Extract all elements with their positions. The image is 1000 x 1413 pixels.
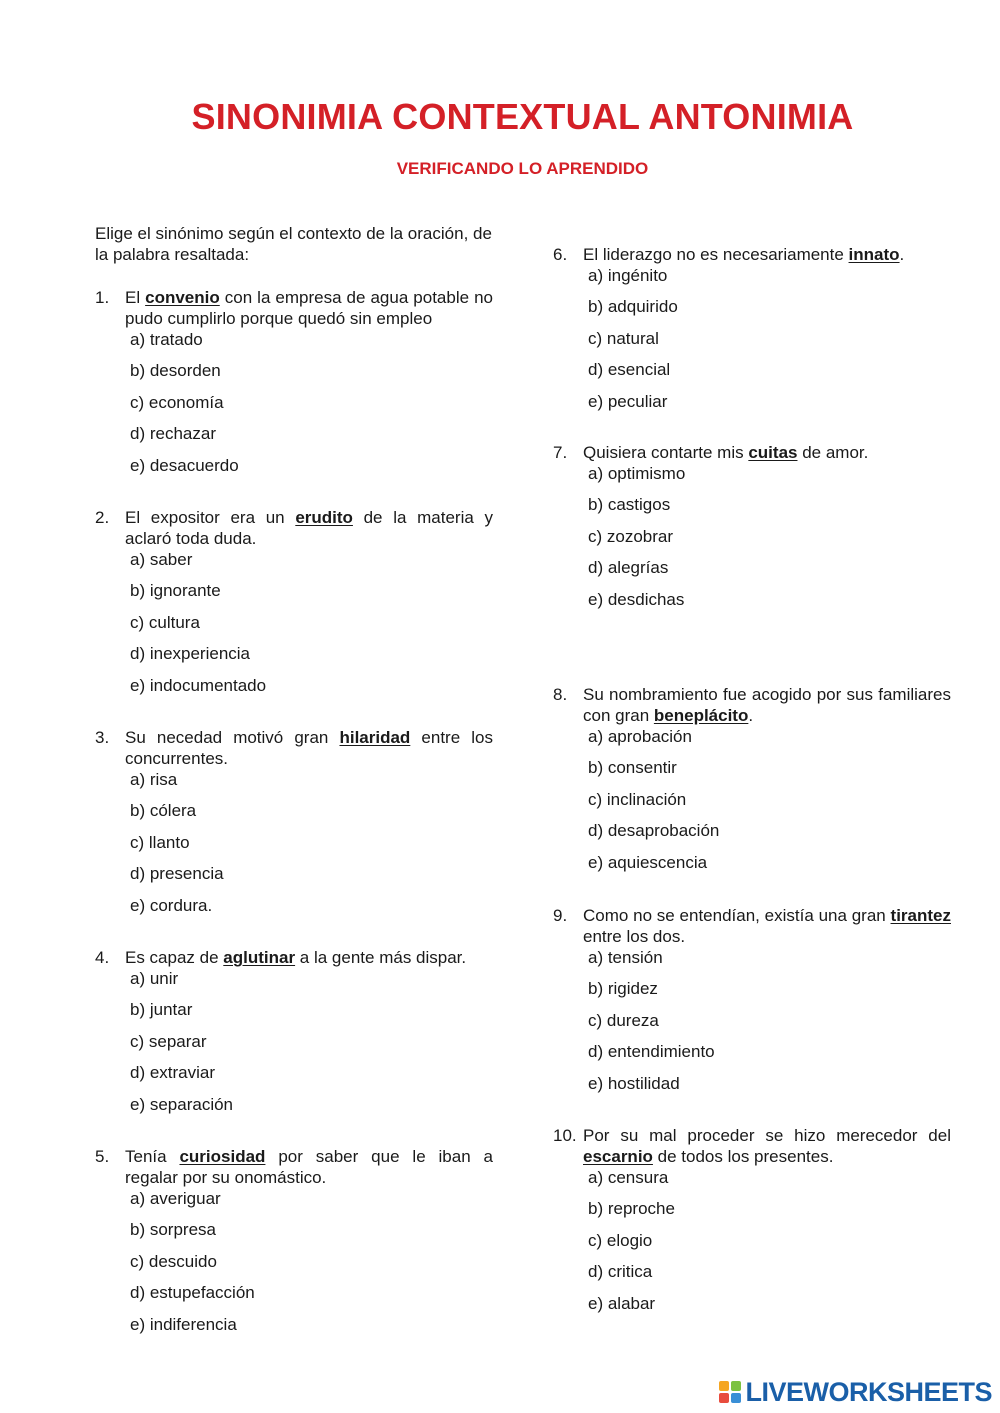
option-b[interactable]: b) desorden — [130, 361, 221, 381]
question-number: 3. — [95, 728, 110, 747]
question-4 — [95, 947, 493, 1125]
question-6 — [553, 244, 951, 422]
option-e[interactable]: e) cordura. — [130, 895, 213, 915]
question-5 — [95, 1146, 493, 1345]
option-a[interactable]: a) unir — [130, 969, 179, 988]
question-text: Por su mal proceder se hizo merecedor del escarnio de todos los presentes. — [583, 1126, 951, 1166]
highlighted-word: curiosidad — [179, 1147, 266, 1166]
question-text: Tenía curiosidad por saber que le iban a regalar por su onomástico. — [125, 1147, 493, 1187]
option-b[interactable]: b) cólera — [130, 801, 197, 821]
option-d[interactable]: d) estupefacción — [130, 1283, 255, 1303]
highlighted-word: beneplácito — [653, 706, 749, 725]
option-c[interactable]: c) dureza — [588, 1010, 659, 1030]
question-8 — [553, 684, 951, 883]
question-text: El expositor era un erudito de la materia y aclaró toda duda. — [125, 508, 493, 548]
option-a[interactable]: a) tratado — [130, 330, 203, 349]
option-e[interactable]: e) desacuerdo — [130, 455, 239, 475]
question-7 — [553, 442, 951, 620]
option-d[interactable]: d) rechazar — [130, 424, 216, 444]
options-list — [95, 769, 493, 926]
question-3 — [95, 727, 493, 926]
liveworksheets-logo[interactable] — [719, 1377, 992, 1407]
option-e[interactable]: e) desdichas — [588, 589, 685, 609]
option-b[interactable]: b) reproche — [588, 1199, 675, 1219]
option-a[interactable]: a) aprobación — [588, 727, 692, 746]
options-list — [95, 968, 493, 1125]
option-c[interactable]: c) cultura — [130, 612, 200, 632]
logo-icon — [719, 1381, 741, 1403]
options-list — [95, 329, 493, 486]
question-text: Como no se entendían, existía una gran tirantez entre los dos. — [583, 906, 951, 946]
option-b[interactable]: b) consentir — [588, 758, 677, 778]
option-d[interactable]: d) desaprobación — [588, 821, 720, 841]
options-list — [553, 1167, 951, 1324]
highlighted-word: convenio — [145, 288, 220, 307]
option-c[interactable]: c) zozobrar — [588, 526, 674, 546]
option-d[interactable]: d) critica — [588, 1262, 653, 1282]
option-e[interactable]: e) aquiescencia — [588, 852, 708, 872]
question-number: 2. — [95, 508, 110, 527]
option-b[interactable]: b) sorpresa — [130, 1220, 216, 1240]
option-d[interactable]: d) inexperiencia — [130, 644, 251, 664]
question-number: 4. — [95, 948, 110, 967]
option-e[interactable]: e) indocumentado — [130, 675, 267, 695]
highlighted-word: tirantez — [890, 906, 951, 925]
option-c[interactable]: c) elogio — [588, 1230, 653, 1250]
option-d[interactable]: d) extraviar — [130, 1063, 216, 1083]
option-a[interactable]: a) averiguar — [130, 1189, 221, 1208]
question-9 — [553, 905, 951, 1104]
option-b[interactable]: b) adquirido — [588, 297, 678, 317]
option-d[interactable]: d) alegrías — [588, 558, 669, 578]
question-number: 5. — [95, 1147, 110, 1166]
question-text: El liderazgo no es necesariamente innato. — [583, 245, 905, 264]
question-number: 6. — [553, 245, 568, 264]
options-list — [553, 463, 951, 620]
option-e[interactable]: e) alabar — [588, 1293, 656, 1313]
option-d[interactable]: d) presencia — [130, 864, 224, 884]
option-a[interactable]: a) censura — [588, 1168, 669, 1187]
option-a[interactable]: a) ingénito — [588, 266, 668, 285]
options-list — [553, 726, 951, 883]
question-text: Su nombramiento fue acogido por sus familiares con gran beneplácito. — [583, 685, 951, 725]
highlighted-word: hilaridad — [339, 728, 411, 747]
question-number: 9. — [553, 906, 568, 925]
option-a[interactable]: a) risa — [130, 770, 178, 789]
option-e[interactable]: e) hostilidad — [588, 1073, 680, 1093]
question-1 — [95, 287, 493, 486]
option-b[interactable]: b) juntar — [130, 1000, 193, 1020]
option-b[interactable]: b) castigos — [588, 495, 671, 515]
question-number: 10. — [553, 1126, 577, 1145]
highlighted-word: erudito — [295, 508, 353, 527]
question-number: 7. — [553, 443, 568, 462]
highlighted-word: aglutinar — [223, 948, 296, 967]
page-title: SINONIMIA CONTEXTUAL ANTONIMIA — [191, 96, 854, 137]
option-c[interactable]: c) llanto — [130, 832, 190, 852]
options-list — [95, 549, 493, 706]
highlighted-word: innato — [848, 245, 900, 264]
option-c[interactable]: c) separar — [130, 1031, 207, 1051]
option-a[interactable]: a) optimismo — [588, 464, 686, 483]
instructions: Elige el sinónimo según el contexto de la oración, de la palabra resaltada: — [95, 224, 492, 264]
question-text: Su necedad motivó gran hilaridad entre los concurrentes. — [125, 728, 493, 768]
question-text: Quisiera contarte mis cuitas de amor. — [583, 443, 869, 462]
option-a[interactable]: a) tensión — [588, 948, 663, 967]
option-b[interactable]: b) ignorante — [130, 581, 221, 601]
option-c[interactable]: c) natural — [588, 328, 659, 348]
highlighted-word: cuitas — [748, 443, 798, 462]
option-a[interactable]: a) saber — [130, 550, 193, 569]
option-d[interactable]: d) entendimiento — [588, 1042, 715, 1062]
option-e[interactable]: e) indiferencia — [130, 1314, 237, 1334]
question-text: Es capaz de aglutinar a la gente más dispar. — [125, 948, 467, 967]
question-number: 1. — [95, 288, 110, 307]
question-10 — [553, 1125, 951, 1324]
options-list — [553, 947, 951, 1104]
highlighted-word: escarnio — [583, 1147, 653, 1166]
option-d[interactable]: d) esencial — [588, 360, 671, 380]
page-subtitle: VERIFICANDO LO APRENDIDO — [396, 159, 649, 178]
option-c[interactable]: c) inclinación — [588, 789, 687, 809]
question-text: El convenio con la empresa de agua potable no pudo cumplirlo porque quedó sin empleo — [125, 288, 493, 328]
option-b[interactable]: b) rigidez — [588, 979, 658, 999]
option-e[interactable]: e) peculiar — [588, 391, 668, 411]
logo-text: LIVEWORKSHEETS — [745, 1376, 992, 1407]
options-list — [553, 265, 951, 422]
option-c[interactable]: c) economía — [130, 392, 224, 412]
options-list — [95, 1188, 493, 1345]
option-e[interactable]: e) separación — [130, 1094, 234, 1114]
question-2 — [95, 507, 493, 706]
question-number: 8. — [553, 685, 568, 704]
option-c[interactable]: c) descuido — [130, 1251, 217, 1271]
